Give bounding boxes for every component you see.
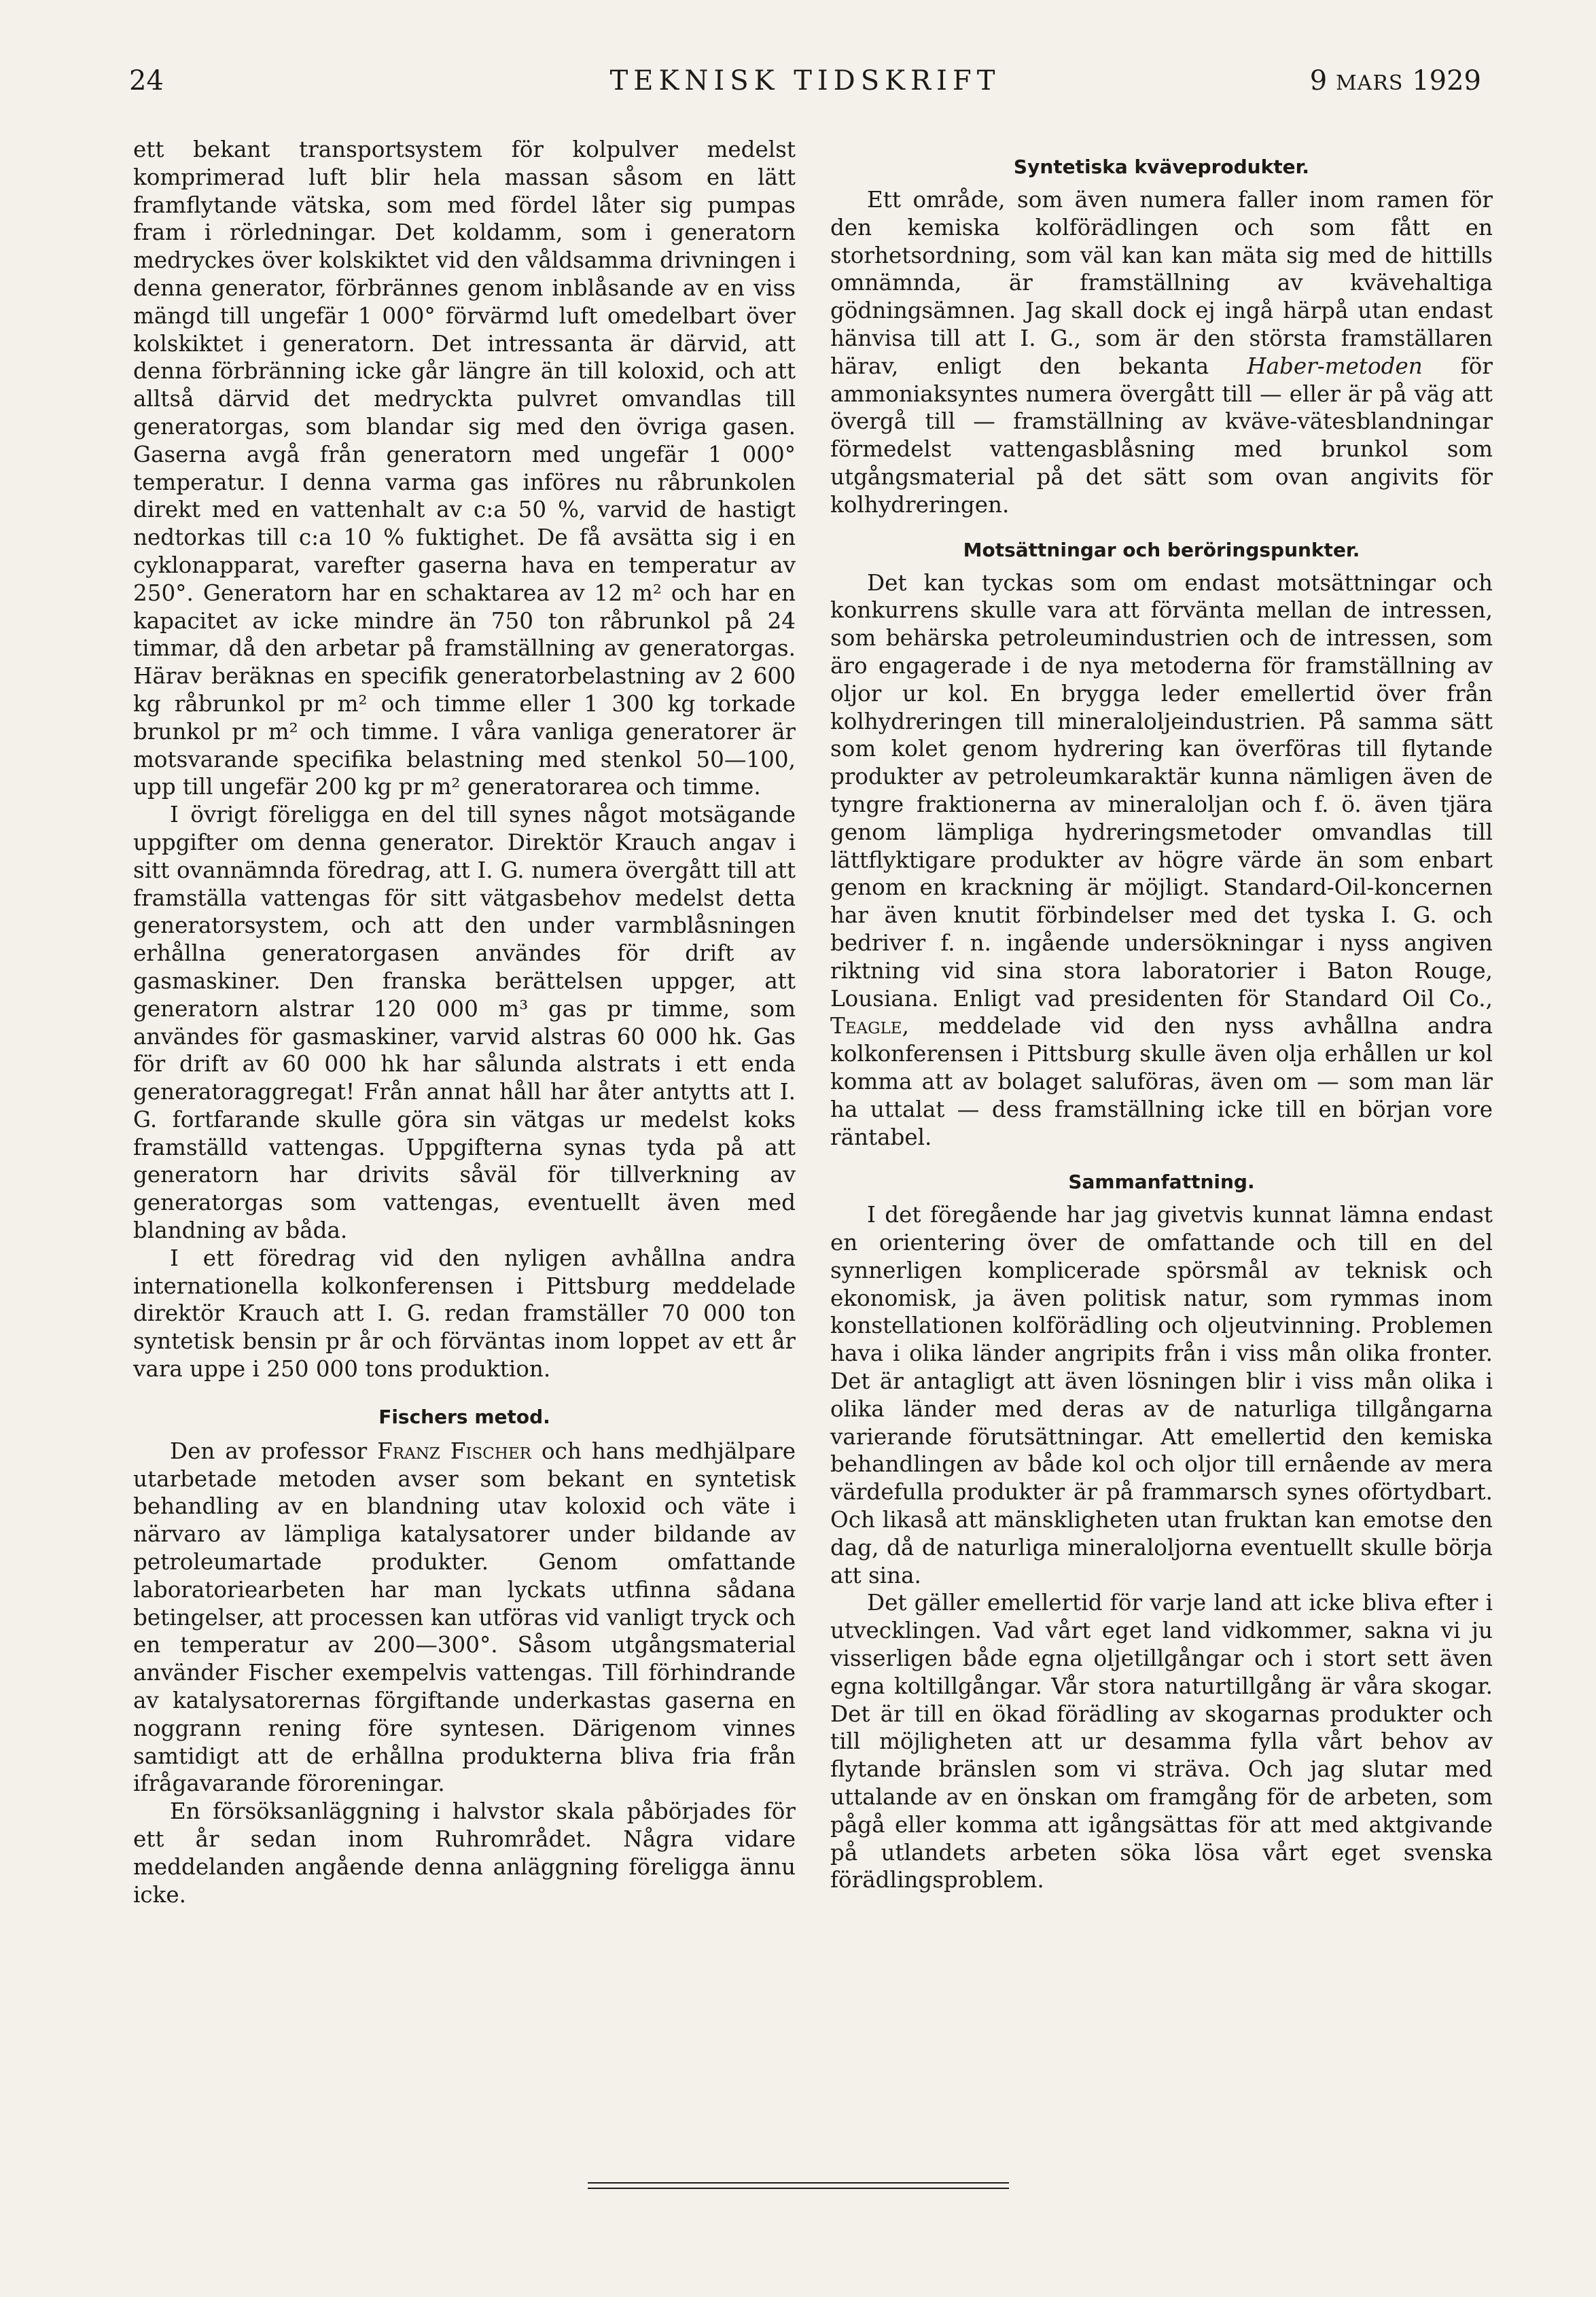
- paragraph-text: , meddelade vid den nyss avhållna andra kolkonferensen i Pittsburg skulle även olja erhållen ur kol komma att av bolaget saluföras, även om — som man lär ha uttalat — dess framställning icke till en början vore räntabel.: [830, 1013, 1493, 1150]
- section-heading-motsattningar: Motsättningar och beröringspunkter.: [963, 538, 1360, 561]
- paragraph-text: Det kan tyckas som om endast motsättningar och konkurrens skulle vara att förvänta mellan de intressen, som behärska petroleumindustrien och de intressen, som äro engagerade i de nya metoderna för framställning av oljor ur kol. En brygga leder emellertid över från kolhydreringen till mineraloljeindustrien. På samma sätt som kolet genom hydrering kan överföras till flytande produkter av petroleumkaraktär kunna nämligen även de tyngre fraktionerna av mineraloljan och f. ö. även tjära genom lämpliga hydreringsmetoder omvandlas till lättflyktigare produkter av högre värde än som enbart genom en krackning är möjligt. Standard-Oil-koncernen har även knutit förbindelser med det tyska I. G. och bedriver f. n. ingående undersökningar i nyss angiven riktning vid sina stora laboratorier i Baton Rouge, Lousiana. Enligt vad presidenten för Standard Oil Co.,: [830, 569, 1493, 1012]
- paragraph: ett bekant transportsystem för kolpulver medelst komprimerad luft blir hela massan såsom en lätt framflytande vätska, som med fördel låter sig pumpas fram i rörledningar. Det koldamm, som i generatorn medryckes över kolskiktet vid den våldsamma drivningen i denna generator, förbrännes genom inblåsande av en viss mängd till ungefär 1 000° förvärmd luft omedelbart över kolskiktet i generatorn. Det intressanta är därvid, att denna förbränning icke går längre än till koloxid, och att alltså därvid det medryckta pulvret omvandlas till generatorgas, som blandar sig med den övriga gasen. Gaserna avgå från generatorn med ungefär 1 000° temperatur. I denna varma gas införes nu råbrunkolen direkt med en vattenhalt av c:a 50 %, varvid de hastigt nedtorkas till c:a 10 % fuktighet. De få avsätta sig i en cyklonapparat, varefter gaserna hava en temperatur av 250°. Generatorn har en schaktarea av 12 m² och har en kapacitet av icke mindre än 750 ton råbrunkol på 24 timmar, då den arbetar på framställning av generatorgas. Härav beräknas en specifik generatorbelastning av 2 600 kg råbrunkol pr m² och timme eller 1 300 kg torkade brunkol pr m² och timme. I våra vanliga generatorer är motsvarande specifika belastning med stenkol 50—100, upp till ungefär 200 kg pr m² generatorarea och timme.: [133, 137, 796, 800]
- left-column: [133, 136, 796, 1908]
- issue-date: [1310, 65, 1481, 96]
- rule-line: [588, 2182, 1009, 2184]
- paragraph-text: och hans medhjälpare utarbetade metoden avser som bekant en syntetisk behandling av en blandning utav koloxid och väte i närvaro av lämpliga katalysatorer under bildande av petroleumartade produkter. Genom omfattande laboratoriearbeten har man lyckats utfinna sådana betingelser, att processen kan utföras vid vanligt tryck och en temperatur av 200—300°. Såsom utgångsmaterial använder Fischer exempelvis vattengas. Till förhindrande av katalysatorernas förgiftande underkastas gaserna en noggrann rening före syntesen. Därigenom vinnes samtidigt att de erhållna produkterna bliva fria från ifrågavarande föroreningar.: [133, 1438, 796, 1797]
- paragraph-text: Den av professor: [170, 1438, 378, 1464]
- section-heading-sammanfattning: Sammanfattning.: [1068, 1171, 1255, 1194]
- paragraph-text: för ammoniaksyntes numera övergått till — eller är på väg att övergå till — framställning av kväve-vätesblandningar förmedelst vattengasblåsning med brunkol som utgångsmaterial på det sätt som ovan angivits för kolhydreringen.: [830, 353, 1493, 518]
- journal-title: TEKNISK TIDSKRIFT: [609, 65, 1001, 96]
- issue-day: 9: [1309, 65, 1328, 96]
- section-heading-syntetiska: Syntetiska kväveprodukter.: [1013, 156, 1310, 178]
- paragraph: I det föregående har jag givetvis kunnat lämna endast en orientering över de omfattande och till en del synnerligen komplicerade spörsmål av teknisk och ekonomisk, ja även politisk natur, som rymmas inom konstellationen kolförädling och oljeutvinning. Problemen hava i olika länder angripits från i viss mån olika fronter. Det är antagligt att även lösningen blir i viss mån olika i olika länder med deras av de naturliga tillgångarna varierande förutsättningar. Att emellertid den kemiska behandlingen av både kol och oljor till ernående av mera värdefulla produkter är på frammarsch synes oförtydbart. Och likaså att mänskligheten utan fruktan kan emotse den dag, då de naturliga mineraloljorna eventuellt skulle börja att sina.: [830, 1202, 1493, 1588]
- page-number: 24: [129, 65, 164, 96]
- issue-month: MARS: [1335, 71, 1404, 95]
- paragraph: Det gäller emellertid för varje land att icke bliva efter i utvecklingen. Vad vårt eget land vidkommer, sakna vi ju visserligen både egna oljetillgångar och i stort sett även egna koltillgångar. Vår stora naturtillgång är våra skogar. Det är till en ökad förädling av skogarnas produkter och till möjligheten att ur desamma fylla vårt behov av flytande bränslen som vi sträva. Och jag slutar med uttalande av en önskan om framgång för de arbeten, som pågå eller komma att igångsättas för att med aktgivande på utlandets arbeten söka lösa vårt eget svenska förädlingsproblem.: [830, 1590, 1493, 1893]
- section-heading-fischer: Fischers metod.: [378, 1405, 550, 1428]
- paragraph: [133, 1438, 796, 1798]
- paragraph: [830, 569, 1493, 1152]
- paragraph: [830, 186, 1493, 519]
- rule-line: [588, 2188, 1009, 2189]
- end-rule: [588, 2182, 1009, 2193]
- paragraph: I övrigt föreligga en del till synes något motsägande uppgifter om denna generator. Direktör Krauch angav i sitt ovannämnda föredrag, att I. G. numera övergått till att framställa vattengas för sitt vätgasbehov medelst detta generatorsystem, och att den under varmblåsningen erhållna generatorgasen användes för drift av gasmaskiner. Den franska berättelsen uppger, att generatorn alstrar 120 000 m³ gas pr timme, som användes för gasmaskiner, varvid alstras 60 000 hk. Gas för drift av 60 000 hk har sålunda alstrats i ett enda generatoraggregat! Från annat håll har åter antytts att I. G. fortfarande skulle göra sin vätgas ur medelst koks framställd vattengas. Uppgifterna synas tyda på att generatorn har drivits såväl för tillverkning av generatorgas som vattengas, eventuellt även med blandning av båda.: [133, 802, 796, 1244]
- method-name: Haber-metoden: [1247, 353, 1423, 379]
- right-column: [830, 136, 1493, 1894]
- paragraph-text: Ett område, som även numera faller inom ramen för den kemiska kolförädlingen och som fått en storhetsordning, som väl kan kan mäta sig med de hittills omnämnda, är framställning av kvävehaltiga gödningsämnen. Jag skall dock ej ingå härpå utan endast hänvisa till att I. G., som är den största framställaren härav, enligt den bekanta: [830, 187, 1493, 379]
- paragraph: En försöksanläggning i halvstor skala påbörjades för ett år sedan inom Ruhrområdet. Några vidare meddelanden angående denna anläggning föreligga ännu icke.: [133, 1798, 796, 1908]
- person-name: Teagle: [830, 1013, 902, 1039]
- issue-year: 1929: [1412, 65, 1481, 96]
- paragraph: I ett föredrag vid den nyligen avhållna andra internationella kolkonferensen i Pittsburg meddelade direktör Krauch att I. G. redan framställer 70 000 ton syntetisk bensin pr år och förväntas inom loppet av ett år vara uppe i 250 000 tons produktion.: [133, 1245, 796, 1383]
- person-name: Franz Fischer: [377, 1438, 532, 1464]
- page-header: [129, 65, 1481, 113]
